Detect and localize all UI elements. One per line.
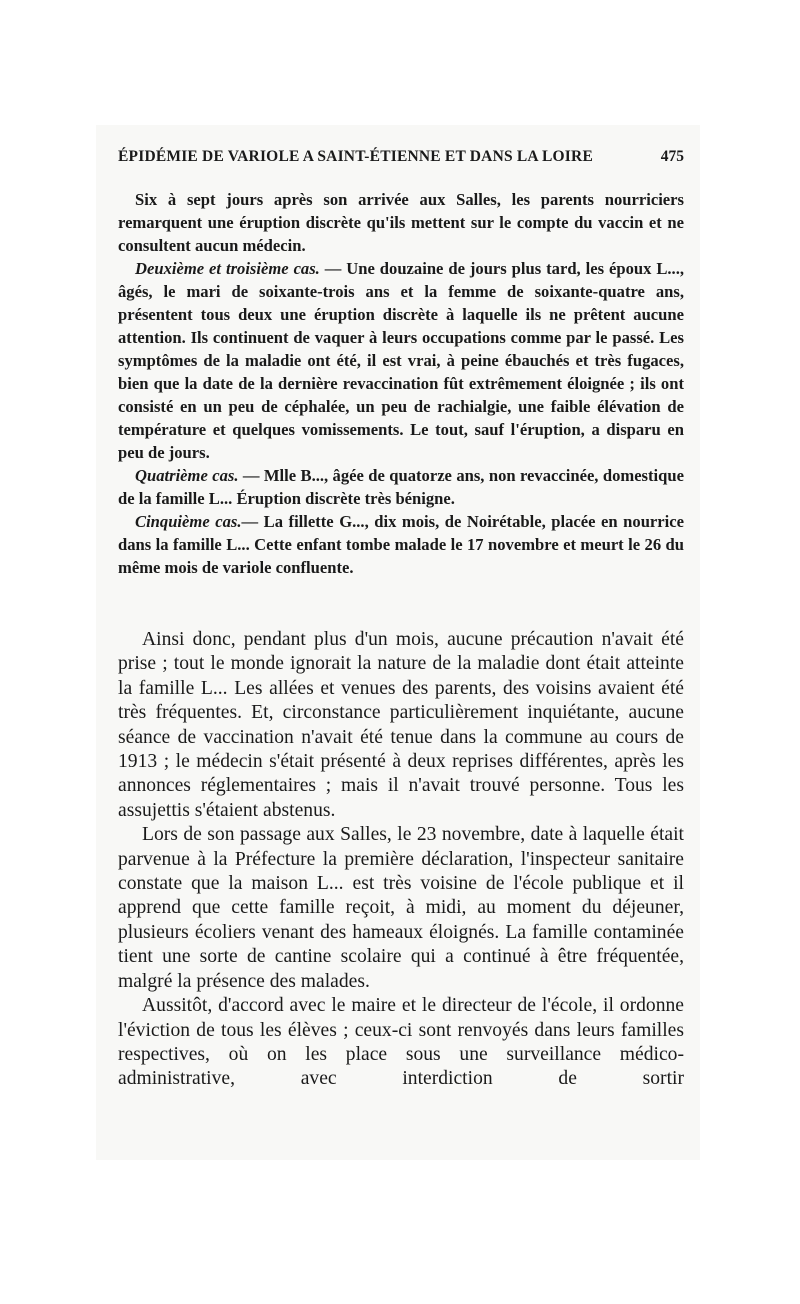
main-text <box>118 628 684 1092</box>
case-paragraph <box>118 257 684 464</box>
case-text: — Mlle B..., âgée de quatorze ans, non revaccinée, domestique de la famille L... Éruption discrète très bénigne. <box>118 466 684 508</box>
case-paragraph: Six à sept jours après son arrivée aux Salles, les parents nourriciers remarquent une éruption discrète qu'ils mettent sur le compte du vaccin et ne consultent aucun médecin. <box>118 190 684 255</box>
case-label: Deuxième et troisième cas. <box>135 259 320 278</box>
page-number: 475 <box>660 148 684 165</box>
body-paragraph: Aussitôt, d'accord avec le maire et le directeur de l'école, il ordonne l'éviction de tous les élèves ; ceux-ci sont renvoyés dans leurs familles respectives, où on les place sous une surveillance médico-administrative, avec interdiction de sortir <box>118 995 684 1090</box>
case-text: — Une douzaine de jours plus tard, les époux L..., âgés, le mari de soixante-trois ans et la femme de soixante-quatre ans, présentent tous deux une éruption discrète à laquelle ils ne prêtent aucune attention. Ils continuent de vaquer à leurs occupations comme par le passé. Les symptômes de la maladie ont été, il est vrai, à peine ébauchés et très fugaces, bien que la date de la dernière revaccination fût extrêmement éloignée ; ils ont consisté en un peu de céphalée, un peu de rachialgie, une faible élévation de température et quelques vomissements. Le tout, sauf l'éruption, a disparu en peu de jours. <box>118 259 684 462</box>
case-paragraph <box>118 464 684 510</box>
case-label: Quatrième cas. <box>135 466 239 485</box>
case-notes <box>118 188 684 579</box>
body-paragraph: Lors de son passage aux Salles, le 23 novembre, date à laquelle était parvenue à la Préfecture la première déclaration, l'inspecteur sanitaire constate que la maison L... est très voisine de l'école publique et il apprend que cette famille reçoit, à midi, au moment du déjeuner, plusieurs écoliers venant des hameaux éloignés. La famille contaminée tient une sorte de cantine scolaire qui a continué à être fréquentée, malgré la présence des malades. <box>118 824 684 992</box>
running-header <box>118 148 686 172</box>
body-paragraph: Ainsi donc, pendant plus d'un mois, aucune précaution n'avait été prise ; tout le monde ignorait la nature de la maladie dont était atteinte la famille L... Les allées et venues des parents, des voisins avaient été très fréquentes. Et, circonstance particulièrement inquiétante, aucune séance de vaccination n'avait été tenue dans la commune au cours de 1913 ; le médecin s'était présenté à deux reprises différentes, après les annonces réglementaires ; mais il n'avait trouvé personne. Tous les assujettis s'étaient abstenus. <box>118 629 684 821</box>
case-paragraph <box>118 510 684 579</box>
running-title: ÉPIDÉMIE DE VARIOLE A SAINT-ÉTIENNE ET DANS LA LOIRE <box>118 148 593 165</box>
case-label: Cinquième cas. <box>135 512 242 531</box>
case-text: — La fillette G..., dix mois, de Noirétable, placée en nourrice dans la famille L... Cette enfant tombe malade le 17 novembre et meurt le 26 du même mois de variole confluente. <box>118 512 684 577</box>
